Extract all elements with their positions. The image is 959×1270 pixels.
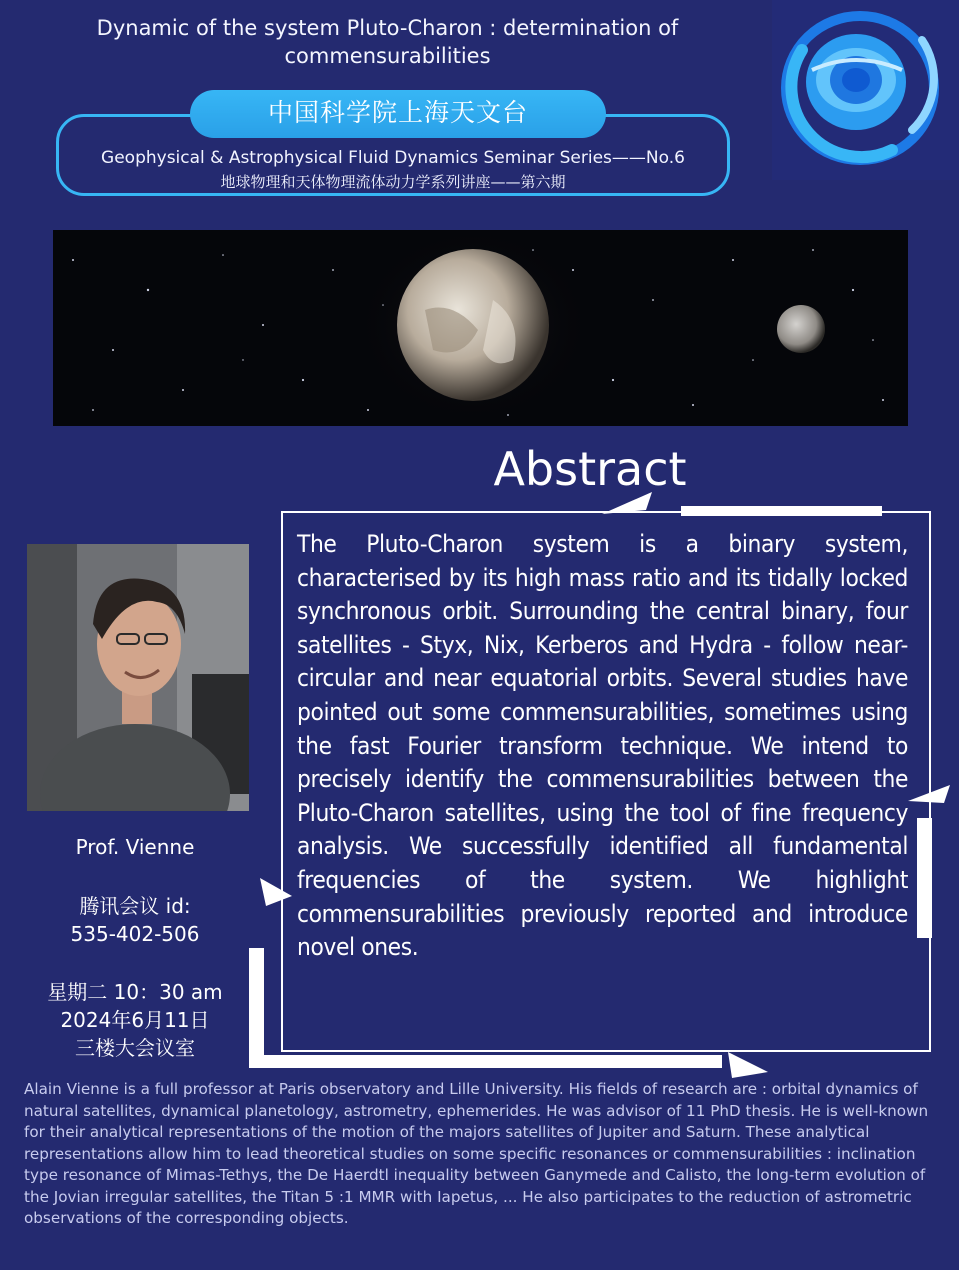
organization-badge: 中国科学院上海天文台 xyxy=(190,90,606,138)
seminar-room: 三楼大会议室 xyxy=(75,1036,195,1060)
series-title-en: Geophysical & Astrophysical Fluid Dynamics Seminar Series——No.6 xyxy=(101,148,685,168)
speaker-bio: Alain Vienne is a full professor at Paris observatory and Lille University. His fields of research are : orbital dynamics of natural satellites, dynamical planetology, astrometry, ephemerides. He was advisor of 11 PhD thesis. He is well-known for their analytical representations of the motion of the majors satellites of Jupiter and Saturn. These analytical representations allow him to lead theoretical studies on some specific resonances or commensurabilities : inclination type resonance of Mimas-Tethys, the De Haerdtl inequality between Ganymede and Calisto, the long-term evolution of the Jovian irregular satellites, the Titan 5 :1 MMR with Iapetus, ... He also participates to the reduction of astrometric observations of the corresponding objects. xyxy=(24,1080,929,1227)
series-title-cn: 地球物理和天体物理流体动力学系列讲座——第六期 xyxy=(220,173,566,191)
frame-arrow-top-icon xyxy=(600,488,660,518)
poster-title: Dynamic of the system Pluto-Charon : determination of commensurabilities xyxy=(96,16,679,68)
frame-accent-left-bar xyxy=(249,948,264,1068)
speaker-portrait-photo xyxy=(27,544,249,811)
meeting-id-value: 535-402-506 xyxy=(70,922,200,946)
seminar-day-time: 星期二 10：30 am xyxy=(47,980,223,1004)
abstract-body: The Pluto-Charon system is a binary system, characterised by its high mass ratio and its tidally locked synchronous orbit. Surrounding the central binary, four satellites - Styx, Nix, Kerberos and Hydra - follow near-circular and near equatorial orbits. Several studies have pointed out some commensurabilities, sometimes using the fast Fourier transform technique. We intend to precisely identify the commensurabilities between the Pluto-Charon satellites, using the tool of fine frequency analysis. We successfully identified all fundamental frequencies of the system. We highlight commensurabilities previously reported and introduce novel ones. xyxy=(297,529,908,962)
frame-arrow-bottom-icon xyxy=(724,1048,774,1082)
observatory-logo-icon xyxy=(772,0,959,180)
seminar-date: 2024年6月11日 xyxy=(60,1008,210,1032)
frame-accent-right-bar xyxy=(917,818,932,938)
speaker-name: Prof. Vienne xyxy=(75,835,195,859)
frame-accent-top-bar xyxy=(681,506,882,516)
meeting-id-label: 腾讯会议 id: xyxy=(79,894,191,918)
frame-arrow-right-icon xyxy=(904,783,954,813)
frame-arrow-left-icon xyxy=(256,874,296,914)
pluto-charon-banner-image xyxy=(53,230,908,426)
frame-accent-bottom-bar xyxy=(249,1055,722,1068)
abstract-heading: Abstract xyxy=(493,442,687,496)
